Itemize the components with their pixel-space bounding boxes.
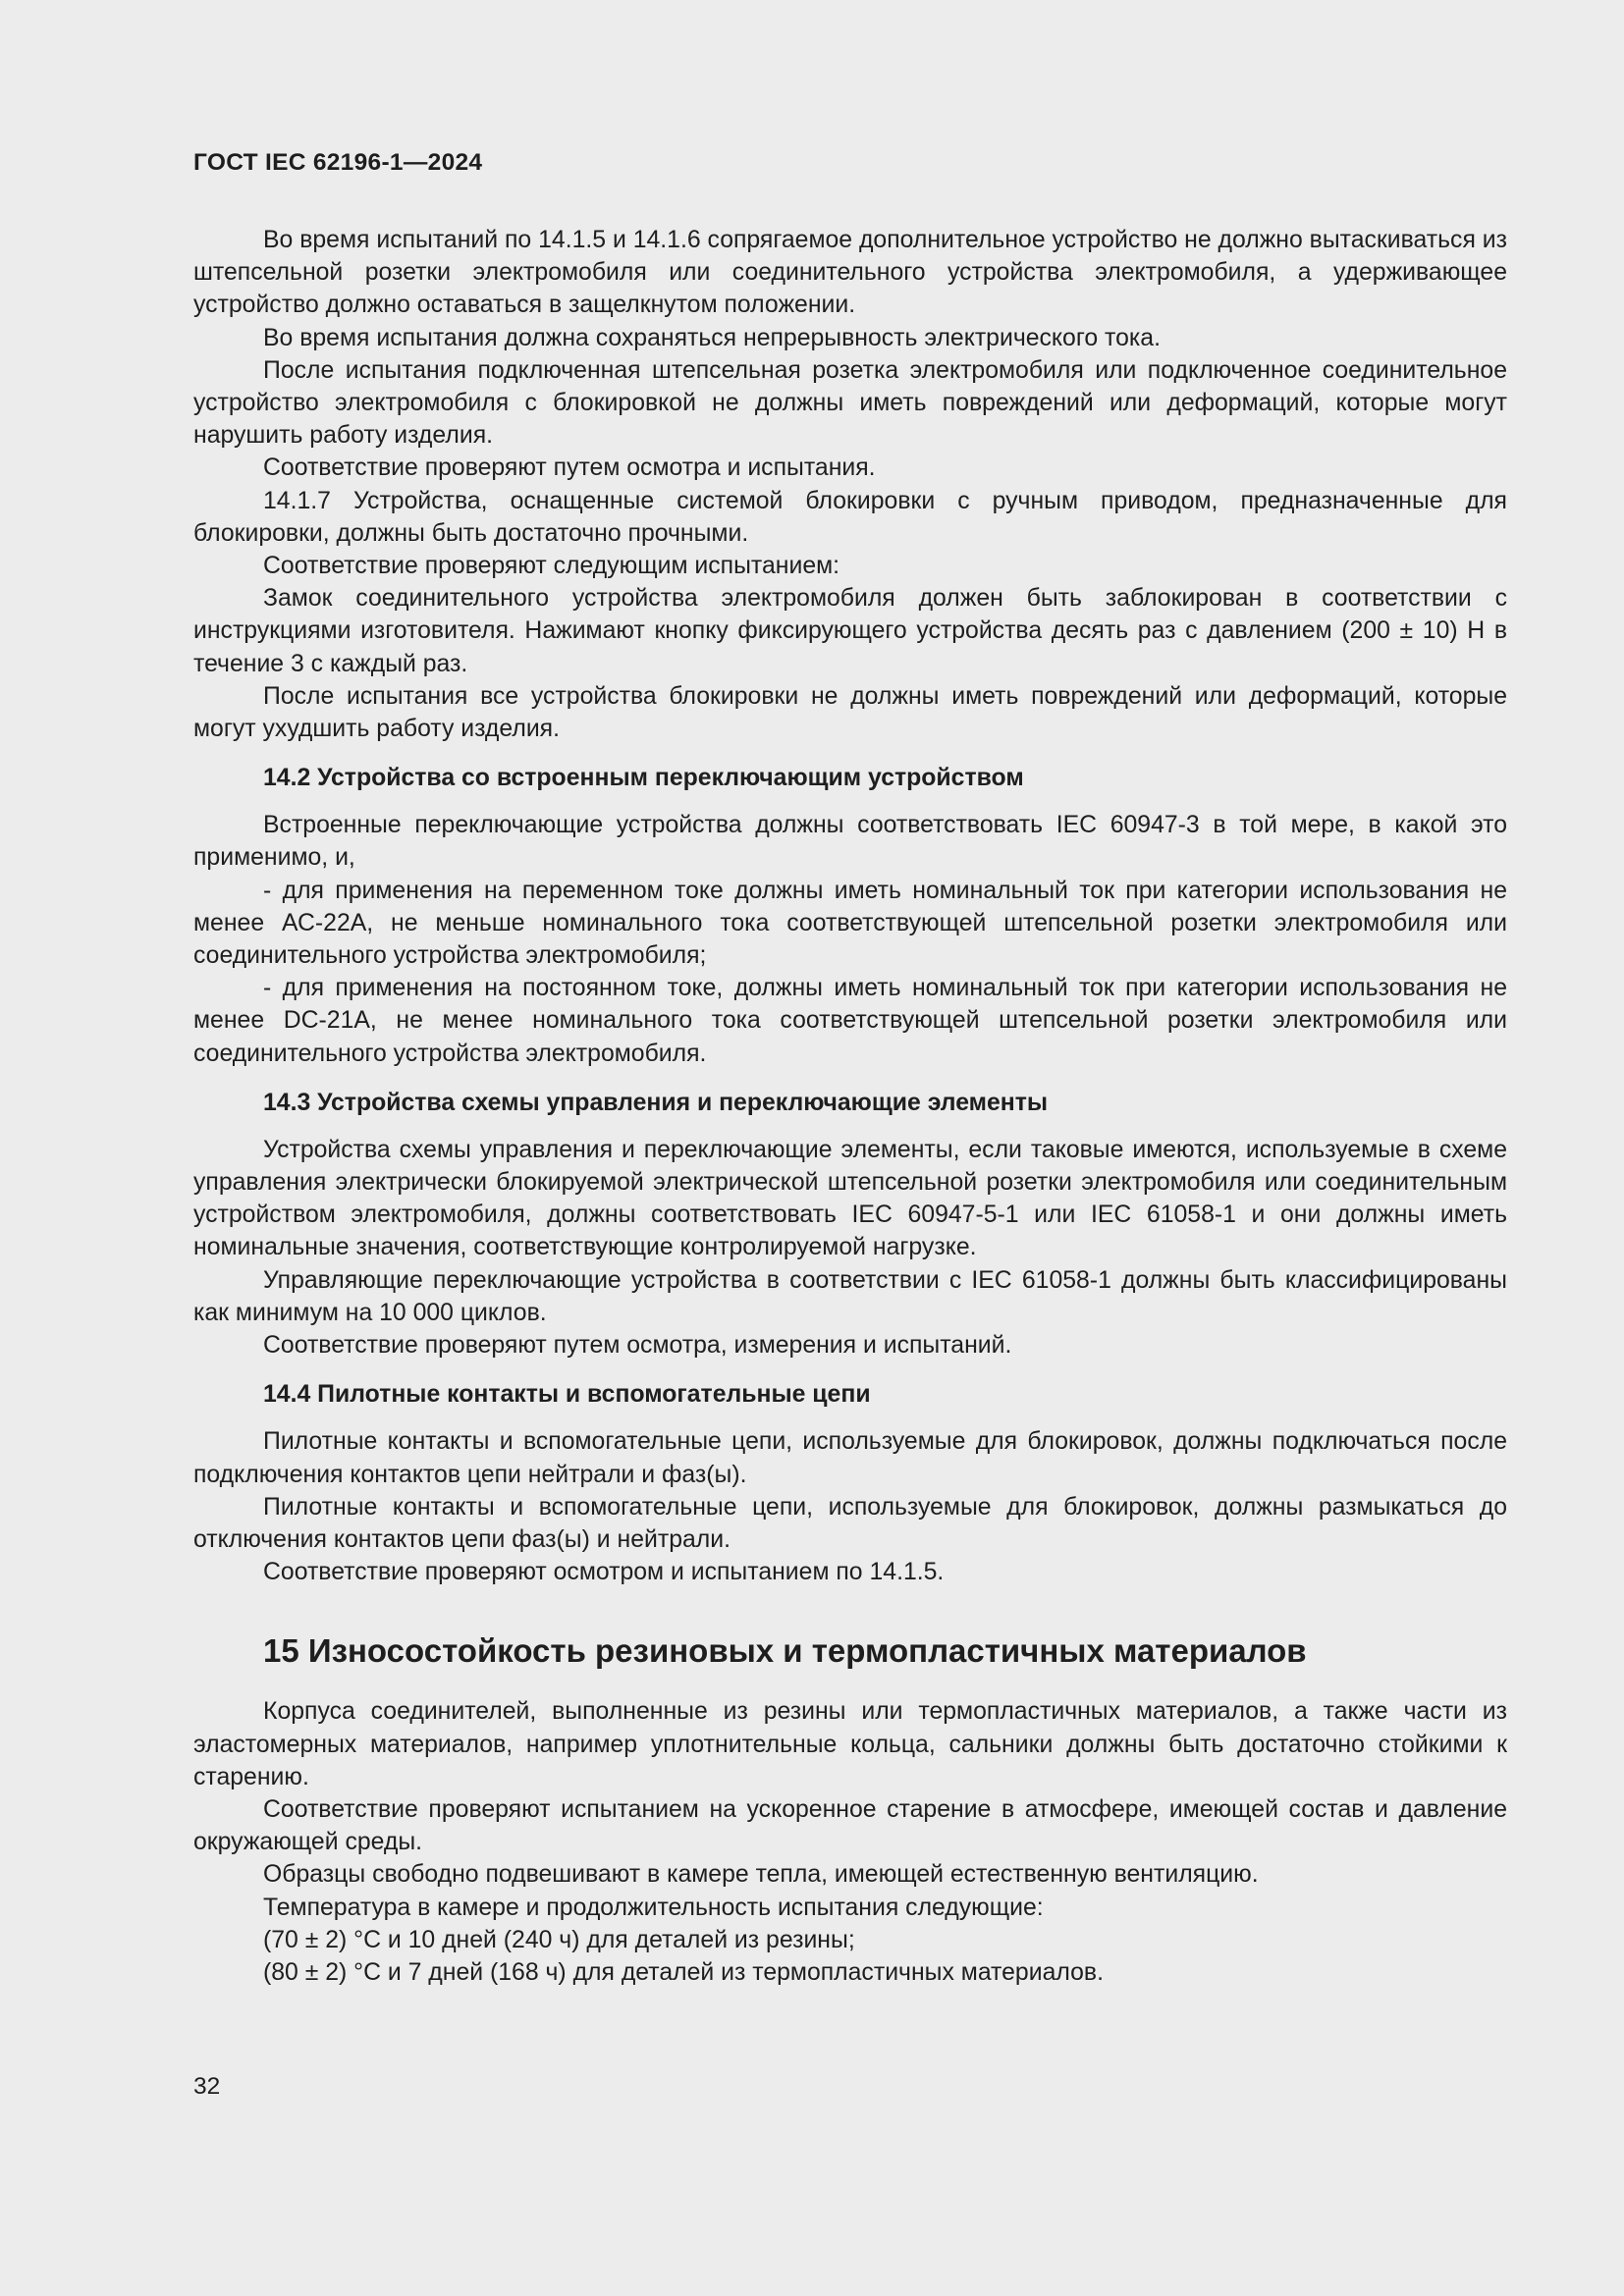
paragraph: После испытания подключенная штепсельная розетка электромобиля или подключенное соединительное устройство электромобиля с блокировкой не должны иметь повреждений или деформаций, которые могут нарушить работу изделия. xyxy=(193,356,1507,450)
paragraph: Соответствие проверяют следующим испытанием: xyxy=(263,553,840,580)
paragraph: После испытания все устройства блокировки не должны иметь повреждений или деформаций, которые могут ухудшить работу изделия. xyxy=(193,682,1507,743)
paragraph: Температура в камере и продолжительность испытания следующие: xyxy=(263,1894,1044,1921)
section-heading-14-3: 14.3 Устройства схемы управления и переключающие элементы xyxy=(263,1089,1049,1116)
paragraph: Пилотные контакты и вспомогательные цепи, используемые для блокировок, должны размыкаться до отключения контактов цепи фаз(ы) и нейтрали. xyxy=(193,1493,1507,1553)
section-heading-14-4: 14.4 Пилотные контакты и вспомогательные цепи xyxy=(263,1381,871,1409)
paragraph: Образцы свободно подвешивают в камере тепла, имеющей естественную вентиляцию. xyxy=(263,1861,1259,1889)
paragraph: Замок соединительного устройства электромобиля должен быть заблокирован в соответствии с инструкциями изготовителя. Нажимают кнопку фиксирующего устройства десять раз с давлением (200 ± 10) Н в течение 3 с каждый раз. xyxy=(193,585,1507,677)
list-item: - для применения на переменном токе должны иметь номинальный ток при категории использования не менее АС-22А, не меньше номинального тока соответствующей штепсельной розетки электромобиля или соединительного устройства электромобиля; xyxy=(193,877,1507,970)
paragraph: Соответствие проверяют путем осмотра и испытания. xyxy=(263,454,876,482)
paragraph: Соответствие проверяют испытанием на ускоренное старение в атмосфере, имеющей состав и давление окружающей среды. xyxy=(193,1795,1507,1856)
paragraph: Во время испытаний по 14.1.5 и 14.1.6 сопрягаемое дополнительное устройство не должно вытаскиваться из штепсельной розетки электромобиля или соединительного устройства электромобиля, а удерживающее устройство должно оставаться в защелкнутом положении. xyxy=(193,227,1507,319)
paragraph: Встроенные переключающие устройства должны соответствовать IEC 60947-3 в той мере, в какой это применимо, и, xyxy=(193,812,1507,872)
list-item: (70 ± 2) °C и 10 дней (240 ч) для деталей из резины; xyxy=(263,1926,855,1953)
document-body xyxy=(193,224,1507,1989)
section-heading-15: 15 Износостойкость резиновых и термопластичных материалов xyxy=(263,1632,1307,1670)
clause-14-1-7: 14.1.7 Устройства, оснащенные системой блокировки с ручным приводом, предназначенные для блокировки, должны быть достаточно прочными. xyxy=(193,487,1507,547)
list-item: - для применения на постоянном токе, должны иметь номинальный ток при категории использования не менее DC-21A, не менее номинального тока соответствующей штепсельной розетки электромобиля или соединительного устройства электромобиля. xyxy=(193,975,1507,1067)
paragraph: Соответствие проверяют путем осмотра, измерения и испытаний. xyxy=(263,1332,1012,1360)
page-number: 32 xyxy=(193,2073,221,2100)
paragraph: Во время испытания должна сохраняться непрерывность электрического тока. xyxy=(263,324,1161,351)
standard-header: ГОСТ IEC 62196-1—2024 xyxy=(193,149,483,176)
paragraph: Корпуса соединителей, выполненные из резины или термопластичных материалов, а также части из эластомерных материалов, например уплотнительные кольца, сальники должны быть достаточно стойкими к старению. xyxy=(193,1698,1507,1790)
section-heading-14-2: 14.2 Устройства со встроенным переключающим устройством xyxy=(263,765,1024,792)
paragraph: Соответствие проверяют осмотром и испытанием по 14.1.5. xyxy=(263,1559,945,1586)
paragraph: Управляющие переключающие устройства в соответствии с IEC 61058-1 должны быть классифицированы как минимум на 10 000 циклов. xyxy=(193,1266,1507,1326)
paragraph: Устройства схемы управления и переключающие элементы, если таковые имеются, используемые в схеме управления электрически блокируемой электрической штепсельной розетки электромобиля или соединительным устройством электромобиля, должны соответствовать IEC 60947-5-1 или IEC 61058-1 и они должны иметь номинальные значения, соответствующие контролируемой нагрузке. xyxy=(193,1136,1507,1261)
paragraph: Пилотные контакты и вспомогательные цепи, используемые для блокировок, должны подключаться после подключения контактов цепи нейтрали и фаз(ы). xyxy=(193,1428,1507,1488)
list-item: (80 ± 2) °C и 7 дней (168 ч) для деталей из термопластичных материалов. xyxy=(263,1958,1104,1986)
